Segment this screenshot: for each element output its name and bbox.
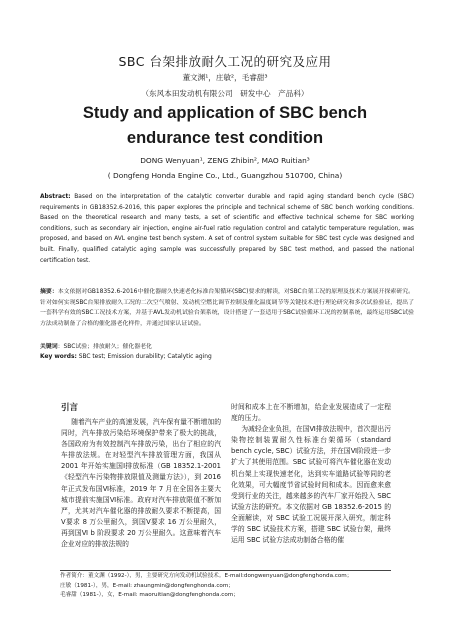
chinese-title: SBC 台架排放耐久工况的研究及应用 bbox=[118, 54, 332, 69]
english-abstract bbox=[40, 192, 414, 266]
english-affiliation: ( Dongfeng Honda Engine Co., Ltd., Guangzhou 510700, China) bbox=[107, 171, 343, 180]
chinese-affiliation: （东风本田发动机有限公司 研发中心 产品科） bbox=[141, 89, 309, 98]
english-keywords-label: Key words: bbox=[40, 354, 77, 360]
chinese-abstract-label: 摘要： bbox=[40, 289, 58, 295]
section-heading-intro: 引言 bbox=[61, 403, 79, 413]
chinese-keywords-text: ：SBC试验；排放耐久；催化器老化 bbox=[57, 344, 152, 350]
footnote-author-1: 作者简介：董文渊（1992-），男，主要研究方向发动机试验技术。E-mail:dongwenyuan@dongfenghonda.com； bbox=[60, 573, 353, 579]
english-title-line1: Study and application of SBC bench bbox=[82, 104, 368, 122]
chinese-keywords-label: 关键词 bbox=[40, 344, 58, 350]
chinese-authors: 董文渊¹，庄敏²，毛睿甜³ bbox=[182, 73, 268, 82]
english-keywords bbox=[40, 354, 414, 360]
body-column-right bbox=[231, 402, 391, 546]
chinese-abstract-text: 本文依据对GB18352.6-2016中催化器耐久快速老化标准台架循环(SBC)要求的解读，对SBC台架工况的原理及技术方案展开探索研究。针对如何实现SBC台架排放耐久工况的二次空气喷射、发动机空燃比调节控制及催化温度调节等关键技术进行理论研究和多次试验验证，提出了一套科学有效的SBC工况技术方案，并基于AVL发动机试验台架系统，设计搭建了一套适用于SBC试验循环工况的控制系统，最终运用SBC试验方法成功制备了合格的催化器老化样件，并通过国家认证试验。 bbox=[40, 289, 415, 327]
english-title-line2: endurance test condition bbox=[126, 129, 324, 147]
english-authors: DONG Wenyuan¹, ZENG Zhibin², MAO Ruitian³ bbox=[140, 156, 310, 165]
intro-paragraph-2: 为减轻企业负担，在国Ⅵ排放法规中，首次提出污染物控制装置耐久性标准台架循环（standard bench cycle, SBC）试验方法，并在国Ⅵ阶段进一步扩大了其使用范围。SBC 试验可将汽车催化器在发动机台架上实现快速老化，达到实车道路试验等同的老化效果，可大幅度节省试验时间和成本。因而愈来愈受到行业的关注，越来越多的汽车厂家开始投入 SBC 试验方法的研究。本文依据对 GB 18352.6-2015 的全面解读，对 SBC 试验工况展开深入研究，制定科学的 SBC 试验技术方案，搭建 SBC 试验台架，最终运用 SBC 试验方法成功制备合格的催 bbox=[231, 425, 391, 545]
intro-paragraph-1: 随着汽车产业的高速发展，汽车保有量不断增加的同时，汽车排放污染给环境保护带来了极大的挑战，各国政府为有效控制汽车排放污染，出台了相应的汽车排放法规。在对轻型汽车排放管理方面，我国从 2001 年开始实施国Ⅰ排放标准（GB 18352.1-2001《轻型汽车污染物排放限值及测量方法》），到 2016 年正式发布国Ⅵ标准，2019 年 7 月在全国各主要大城市提前实施国Ⅵ标准。政府对汽车排放限值不断加严，尤其对汽车催化器的排放耐久要求不断提高，国Ⅴ要求 8 万公里耐久，到国Ⅴ要求 16 万公里耐久，再到国Ⅵ b 阶段要求 20 万公里耐久。这意味着汽车企业对应的排放法规的 bbox=[61, 418, 221, 549]
english-abstract-text: Based on the interpretation of the catalytic converter durable and rapid aging standard bench cycle (SBC) requirements in GB18352.6-2016, this paper explores the principle and technical scheme of SBC bench working conditions. Based on the theoretical research and many tests, a set of scientific and effective technical scheme for SBC working conditions, such as secondary air injection, engine air-fuel ratio regulation control and catalytic temperature regulation, was proposed, and based on AVL engine test bench system. A set of control system suitable for SBC test cycle was designed and built. Finally, qualified catalytic aging sample was successfully prepared by SBC test method, and passed the national certification test. bbox=[40, 194, 414, 264]
footnote-divider bbox=[60, 570, 391, 571]
author-footnotes bbox=[60, 572, 391, 601]
chinese-abstract bbox=[40, 287, 414, 329]
footnote-author-2: 庄敏（1981-），男，E-mail: zhaungmin@dongfenghonda.com； bbox=[60, 582, 234, 589]
chinese-keywords bbox=[40, 341, 414, 350]
body-column-left bbox=[61, 402, 221, 550]
footnote-author-3: 毛睿甜（1981-），女，E-mail: maoruitian@dongfenghonda.com； bbox=[60, 592, 239, 599]
english-keywords-text: SBC test; Emission durability; Catalytic aging bbox=[76, 354, 212, 360]
english-abstract-label: Abstract: bbox=[40, 194, 71, 200]
intro-paragraph-1-continued: 时间和成本上在不断增加，给企业发展造成了一定程度的压力。 bbox=[231, 403, 391, 423]
